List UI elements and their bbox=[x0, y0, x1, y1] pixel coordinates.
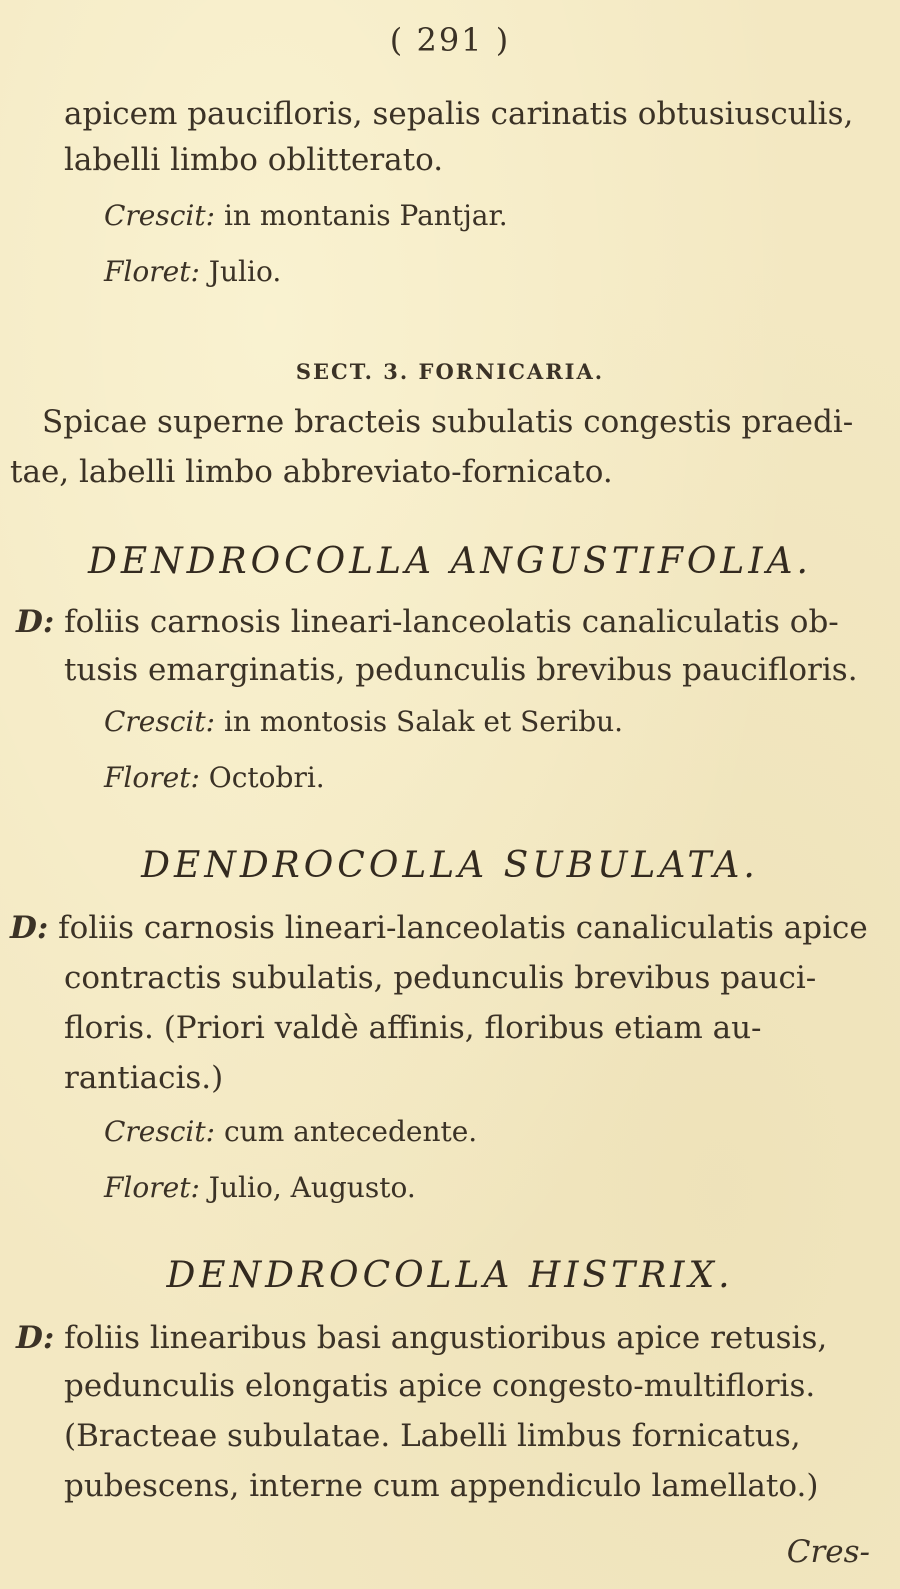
description-line: pedunculis elongatis apice congesto-multifloris. bbox=[64, 1368, 816, 1404]
crescit-line bbox=[104, 702, 623, 742]
species-heading: DENDROCOLLA ANGUSTIFOLIA. bbox=[88, 541, 812, 582]
text-line: labelli limbo oblitterato. bbox=[64, 142, 444, 178]
description-line: tusis emarginatis, pedunculis brevibus paucifloris. bbox=[64, 652, 858, 688]
description-line bbox=[10, 908, 868, 948]
description-line: pubescens, interne cum appendiculo lamellato.) bbox=[64, 1468, 819, 1504]
floret-label: Floret: bbox=[104, 1171, 200, 1204]
floret-line bbox=[104, 1168, 416, 1208]
section-text-line: Spicae superne bracteis subulatis congestis praedi- bbox=[42, 404, 854, 440]
crescit-line bbox=[104, 1112, 477, 1152]
floret-line bbox=[104, 758, 325, 798]
section-text-line: tae, labelli limbo abbreviato-fornicato. bbox=[10, 454, 613, 490]
d-label: D: bbox=[10, 910, 49, 946]
d-label: D: bbox=[16, 604, 55, 640]
text-line: apicem paucifloris, sepalis carinatis obtusiusculis, bbox=[64, 96, 854, 132]
crescit-line bbox=[104, 196, 508, 236]
description-text: foliis carnosis lineari-lanceolatis canaliculatis ob- bbox=[54, 604, 839, 640]
d-label: D: bbox=[16, 1320, 55, 1356]
description-line bbox=[16, 602, 839, 642]
description-line: (Bracteae subulatae. Labelli limbus fornicatus, bbox=[64, 1418, 801, 1454]
species-heading: DENDROCOLLA HISTRIX. bbox=[166, 1255, 734, 1296]
description-text: foliis carnosis lineari-lanceolatis canaliculatis apice bbox=[48, 910, 868, 946]
species-heading: DENDROCOLLA SUBULATA. bbox=[141, 845, 759, 886]
crescit-text: cum antecedente. bbox=[215, 1115, 478, 1148]
floret-text: Octobri. bbox=[199, 761, 325, 794]
description-text: foliis linearibus basi angustioribus apice retusis, bbox=[54, 1320, 828, 1356]
description-line: contractis subulatis, pedunculis brevibus pauci- bbox=[64, 960, 817, 996]
crescit-label: Crescit: bbox=[104, 1115, 216, 1148]
crescit-label: Crescit: bbox=[104, 199, 216, 232]
description-line: rantiacis.) bbox=[64, 1060, 224, 1096]
crescit-text: in montosis Salak et Seribu. bbox=[215, 705, 624, 738]
floret-label: Floret: bbox=[104, 761, 200, 794]
description-line: floris. (Priori valdè affinis, floribus etiam au- bbox=[64, 1010, 762, 1046]
crescit-label: Crescit: bbox=[104, 705, 216, 738]
section-title: SECT. 3. FORNICARIA. bbox=[295, 359, 605, 384]
description-line bbox=[16, 1318, 827, 1358]
floret-label: Floret: bbox=[104, 255, 200, 288]
floret-line bbox=[104, 252, 281, 292]
floret-text: Julio. bbox=[199, 255, 282, 288]
floret-text: Julio, Augusto. bbox=[199, 1171, 416, 1204]
catchword: Cres- bbox=[786, 1534, 870, 1570]
page-number: ( 291 ) bbox=[389, 21, 511, 59]
crescit-text: in montanis Pantjar. bbox=[215, 199, 508, 232]
